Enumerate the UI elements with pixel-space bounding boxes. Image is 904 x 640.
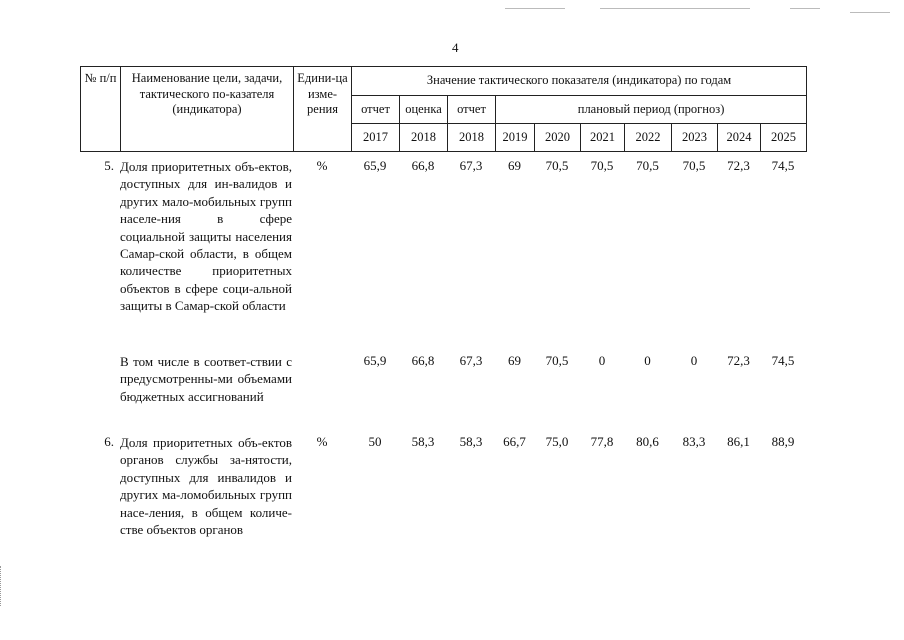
value-cell: 77,8: [590, 434, 614, 449]
year-header: 2018: [448, 124, 496, 152]
unit-cell: %: [316, 434, 328, 449]
value-cell: 74,5: [771, 353, 795, 368]
value-cell: 67,3: [459, 158, 483, 173]
value-cell: 70,5: [590, 158, 614, 173]
value-cell: 83,3: [682, 434, 706, 449]
year-header: 2020: [535, 124, 581, 152]
col-num-header: № п/п: [81, 67, 121, 152]
value-cell: 70,5: [545, 353, 569, 368]
value-cell: 65,9: [363, 158, 387, 173]
indicator-name: В том числе в соответ-ствии с предусмотренны-ми объемами бюджетных ассигнований: [120, 354, 292, 404]
year-header: 2019: [496, 124, 535, 152]
page-number: 4: [452, 40, 459, 55]
value-cell: 72,3: [727, 353, 750, 368]
year-header: 2023: [672, 124, 718, 152]
year-header: 2024: [718, 124, 761, 152]
value-cell: 58,3: [411, 434, 435, 449]
year-header: 2018: [400, 124, 448, 152]
value-cell: 70,5: [682, 158, 706, 173]
value-cell: 66,8: [411, 158, 435, 173]
indicator-name: Доля приоритетных объ-ектов, доступных для ин-валидов и других мало-мобильных групп населе-ния в сфере социальной защиты населения Самар-ской области, в общем количестве приоритетных объектов в сфере соци-альной защиты в Самар-ской области: [120, 159, 292, 314]
indicator-name: Доля приоритетных объ-ектов органов службы за-нятости, доступных для инвалидов и других ма-ломобильных групп насе-ления, в общем количе-стве объектов органов: [120, 435, 292, 538]
estimate-2018-header: оценка: [400, 96, 448, 124]
year-header: 2017: [352, 124, 400, 152]
value-cell: 74,5: [771, 158, 795, 173]
row-number: 5.: [104, 158, 114, 173]
value-cell: 80,6: [636, 434, 659, 449]
value-cell: 88,9: [771, 434, 795, 449]
scan-edge-mark: [0, 566, 7, 606]
report-2018-header: отчет: [448, 96, 496, 124]
value-cell: 58,3: [459, 434, 483, 449]
indicator-table-header: [80, 66, 807, 152]
row-number: 6.: [104, 434, 114, 449]
value-cell: 0: [598, 353, 606, 368]
values-group-header: Значение тактического показателя (индикатора) по годам: [352, 67, 807, 96]
value-cell: 65,9: [363, 353, 387, 368]
value-cell: 67,3: [459, 353, 483, 368]
value-cell: 70,5: [636, 158, 659, 173]
year-header: 2022: [625, 124, 672, 152]
unit-cell: %: [316, 158, 328, 173]
col-unit-header: Едини-ца изме-рения: [294, 67, 352, 152]
col-name-header: Наименование цели, задачи, тактического по-казателя (индикатора): [121, 67, 294, 152]
value-cell: 72,3: [727, 158, 750, 173]
value-cell: 75,0: [545, 434, 569, 449]
planned-period-header: плановый период (прогноз): [496, 96, 807, 124]
value-cell: 69: [508, 353, 521, 368]
value-cell: 69: [508, 158, 521, 173]
value-cell: 66,8: [411, 353, 435, 368]
value-cell: 0: [644, 353, 651, 368]
value-cell: 0: [690, 353, 698, 368]
value-cell: 86,1: [727, 434, 750, 449]
value-cell: 66,7: [503, 434, 526, 449]
value-cell: 70,5: [545, 158, 569, 173]
report-2017-header: отчет: [352, 96, 400, 124]
year-header: 2025: [761, 124, 807, 152]
year-header: 2021: [581, 124, 625, 152]
value-cell: 50: [368, 434, 382, 449]
